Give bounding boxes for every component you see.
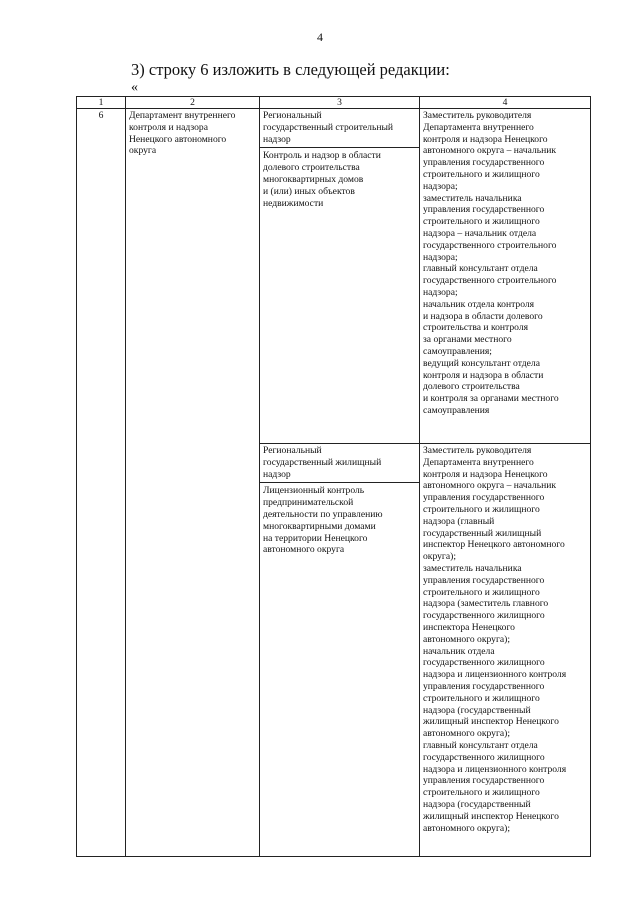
text-line: Департамента внутреннего	[423, 121, 534, 133]
control-type-cell	[260, 444, 420, 857]
text-line: долевого строительства	[263, 162, 360, 174]
opening-quote: «	[131, 80, 138, 95]
text-line: надзор	[263, 468, 291, 480]
text-line: надзора (заместитель главного	[423, 598, 549, 610]
text-line: автономного округа);	[423, 728, 511, 740]
text-line: заместитель начальника	[423, 562, 522, 574]
text-line: Заместитель руководителя	[423, 110, 532, 121]
text-line: начальник отдела контроля	[423, 298, 535, 310]
officials-list	[423, 445, 587, 834]
text-line: надзора – начальник отдела	[423, 227, 537, 239]
control-type-title	[260, 109, 419, 148]
text-line: жилищный инспектор Ненецкого	[423, 716, 559, 728]
control-type-title	[260, 444, 419, 483]
text-line: строительного и жилищного	[423, 787, 540, 799]
text-line: государственного строительного	[423, 239, 557, 251]
text-line: многоквартирными домами	[263, 520, 376, 532]
text-line: управления государственного	[423, 157, 545, 169]
officials-cell	[420, 109, 591, 444]
officials-list	[423, 110, 587, 417]
text-line: надзора;	[423, 286, 458, 298]
text-line: на территории Ненецкого	[263, 532, 368, 544]
text-line: строительного и жилищного	[423, 168, 540, 180]
text-line: жилищный инспектор Ненецкого	[423, 810, 559, 822]
text-line: многоквартирных домов	[263, 173, 364, 185]
text-line: автономного округа – начальник	[423, 480, 557, 492]
text-line: Ненецкого автономного	[129, 133, 227, 145]
text-line: управления государственного	[423, 574, 545, 586]
text-line: ведущий консультант отдела	[423, 357, 540, 369]
text-line: надзора и лицензионного контроля	[423, 669, 567, 681]
text-line: управления государственного	[423, 775, 545, 787]
text-line: Лицензионный контроль	[263, 485, 365, 497]
column-number-2: 2	[126, 97, 260, 109]
text-line: Региональный	[263, 110, 322, 121]
department-cell	[126, 109, 260, 857]
text-line: округа);	[423, 551, 456, 563]
text-line: инспектора Ненецкого	[423, 621, 515, 633]
department-name	[129, 110, 256, 157]
text-line: надзора;	[423, 251, 458, 263]
column-number-1: 1	[77, 97, 126, 109]
text-line: автономного округа);	[423, 633, 511, 645]
text-line: строительного и жилищного	[423, 503, 540, 515]
text-line: Региональный	[263, 445, 322, 456]
text-line: за органами местного	[423, 334, 512, 346]
text-line: самоуправления;	[423, 345, 492, 357]
text-line: государственный строительный	[263, 121, 394, 133]
text-line: недвижимости	[263, 197, 324, 209]
table-header-row	[77, 97, 591, 109]
text-line: предпринимательской	[263, 497, 354, 509]
officials-cell	[420, 444, 591, 857]
text-line: управления государственного	[423, 204, 545, 216]
text-line: самоуправления	[423, 404, 490, 416]
text-line: надзора (государственный	[423, 704, 531, 716]
page-number: 4	[317, 30, 323, 44]
text-line: контроля и надзора Ненецкого	[423, 133, 548, 145]
amendment-heading: 3) строку 6 изложить в следующей редакции:	[131, 60, 450, 79]
text-line: заместитель начальника	[423, 192, 522, 204]
text-line: автономного округа	[263, 544, 345, 556]
text-line: Департамента внутреннего	[423, 456, 534, 468]
text-line: контроля и надзора	[129, 121, 208, 133]
text-line: контроля и надзора в области	[423, 369, 544, 381]
text-line: государственного жилищного	[423, 610, 545, 622]
text-line: государственный жилищный	[423, 527, 542, 539]
control-type-cell	[260, 109, 420, 444]
text-line: автономного округа);	[423, 822, 511, 834]
text-line: управления государственного	[423, 492, 545, 504]
column-number-3: 3	[260, 97, 420, 109]
text-line: округа	[129, 145, 157, 157]
text-line: Департамент внутреннего	[129, 110, 236, 121]
text-line: и (или) иных объектов	[263, 185, 355, 197]
text-line: контроля и надзора Ненецкого	[423, 468, 548, 480]
text-line: Контроль и надзор в области	[263, 150, 381, 162]
text-line: начальник отдела	[423, 645, 495, 657]
text-line: деятельности по управлению	[263, 508, 383, 520]
row-number: 6	[77, 109, 126, 857]
text-line: надзора и лицензионного контроля	[423, 763, 567, 775]
text-line: главный консультант отдела	[423, 263, 538, 275]
text-line: строительного и жилищного	[423, 586, 540, 598]
amendment-table	[76, 96, 591, 857]
table-row	[77, 109, 591, 444]
text-line: строительства и контроля	[423, 322, 529, 334]
text-line: строительного и жилищного	[423, 692, 540, 704]
text-line: автономного округа – начальник	[423, 145, 557, 157]
text-line: государственного строительного	[423, 275, 557, 287]
text-line: управления государственного	[423, 680, 545, 692]
control-type-description	[263, 148, 416, 209]
text-line: главный консультант отдела	[423, 739, 538, 751]
text-line: государственный жилищный	[263, 456, 382, 468]
text-line: надзор	[263, 133, 291, 145]
text-line: и контроля за органами местного	[423, 393, 559, 405]
text-line: государственного жилищного	[423, 751, 545, 763]
text-line: государственного жилищного	[423, 657, 545, 669]
text-line: надзора;	[423, 180, 458, 192]
text-line: надзора (государственный	[423, 798, 531, 810]
text-line: инспектор Ненецкого автономного	[423, 539, 565, 551]
text-line: Заместитель руководителя	[423, 445, 532, 456]
control-type-description	[263, 483, 416, 556]
text-line: долевого строительства	[423, 381, 520, 393]
text-line: и надзора в области долевого	[423, 310, 543, 322]
column-number-4: 4	[420, 97, 591, 109]
text-line: надзора (главный	[423, 515, 495, 527]
text-line: строительного и жилищного	[423, 216, 540, 228]
